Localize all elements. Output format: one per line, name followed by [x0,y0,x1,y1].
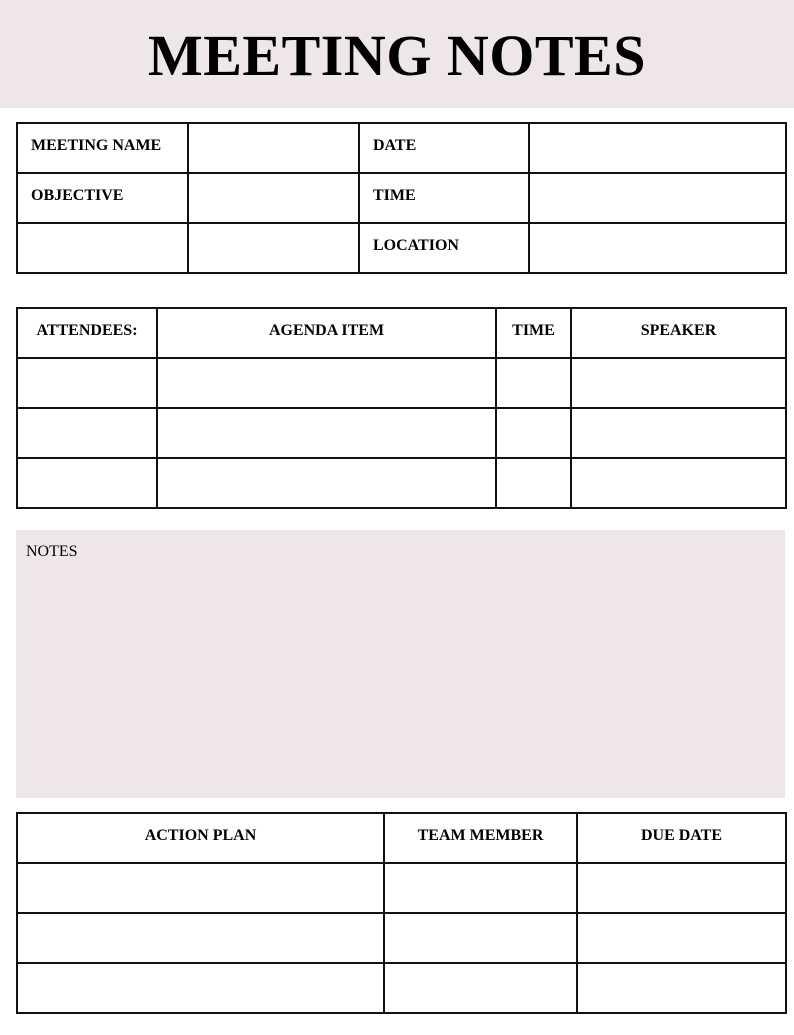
action-plan-header: ACTION PLAN [17,813,384,863]
agenda-item-cell[interactable] [157,408,496,458]
speaker-cell[interactable] [571,408,786,458]
attendee-cell[interactable] [17,458,157,508]
team-member-cell[interactable] [384,913,577,963]
attendee-cell[interactable] [17,408,157,458]
agenda-time-cell[interactable] [496,458,571,508]
meeting-name-label: MEETING NAME [31,137,162,154]
date-label: DATE [373,137,417,154]
speaker-cell[interactable] [571,358,786,408]
table-row [17,358,786,408]
due-date-header: DUE DATE [577,813,786,863]
date-field[interactable] [529,123,786,173]
agenda-header-row [17,308,786,358]
notes-label: NOTES [26,543,78,560]
speaker-header: SPEAKER [571,308,786,358]
objective-field[interactable] [188,173,359,223]
notes-area[interactable] [16,530,785,798]
table-row [17,458,786,508]
info-row [17,223,786,273]
objective-extra-cell[interactable] [17,223,188,273]
location-label-cell [359,223,529,273]
action-plan-cell[interactable] [17,863,384,913]
team-member-cell[interactable] [384,863,577,913]
action-plan-cell[interactable] [17,913,384,963]
meeting-name-field[interactable] [188,123,359,173]
due-date-cell[interactable] [577,863,786,913]
attendees-header: ATTENDEES: [17,308,157,358]
header-band [0,0,794,108]
action-header-row [17,813,786,863]
table-row [17,863,786,913]
table-row [17,913,786,963]
attendee-cell[interactable] [17,358,157,408]
time-field[interactable] [529,173,786,223]
agenda-item-cell[interactable] [157,358,496,408]
agenda-item-header: AGENDA ITEM [157,308,496,358]
agenda-time-cell[interactable] [496,358,571,408]
agenda-time-header: TIME [496,308,571,358]
objective-extra-field[interactable] [188,223,359,273]
info-row [17,173,786,223]
table-row [17,963,786,1013]
objective-label: OBJECTIVE [31,187,124,204]
team-member-cell[interactable] [384,963,577,1013]
agenda-time-cell[interactable] [496,408,571,458]
speaker-cell[interactable] [571,458,786,508]
page-title: MEETING NOTES [148,23,646,88]
info-row [17,123,786,173]
agenda-item-cell[interactable] [157,458,496,508]
due-date-cell[interactable] [577,963,786,1013]
objective-label-cell [17,173,188,223]
due-date-cell[interactable] [577,913,786,963]
location-label: LOCATION [373,237,459,254]
time-label: TIME [373,187,416,204]
agenda-table [16,307,787,509]
action-plan-cell[interactable] [17,963,384,1013]
table-row [17,408,786,458]
location-field[interactable] [529,223,786,273]
time-label-cell [359,173,529,223]
action-plan-table [16,812,787,1014]
meeting-info-table [16,122,787,274]
team-member-header: TEAM MEMBER [384,813,577,863]
date-label-cell [359,123,529,173]
meeting-name-label-cell [17,123,188,173]
